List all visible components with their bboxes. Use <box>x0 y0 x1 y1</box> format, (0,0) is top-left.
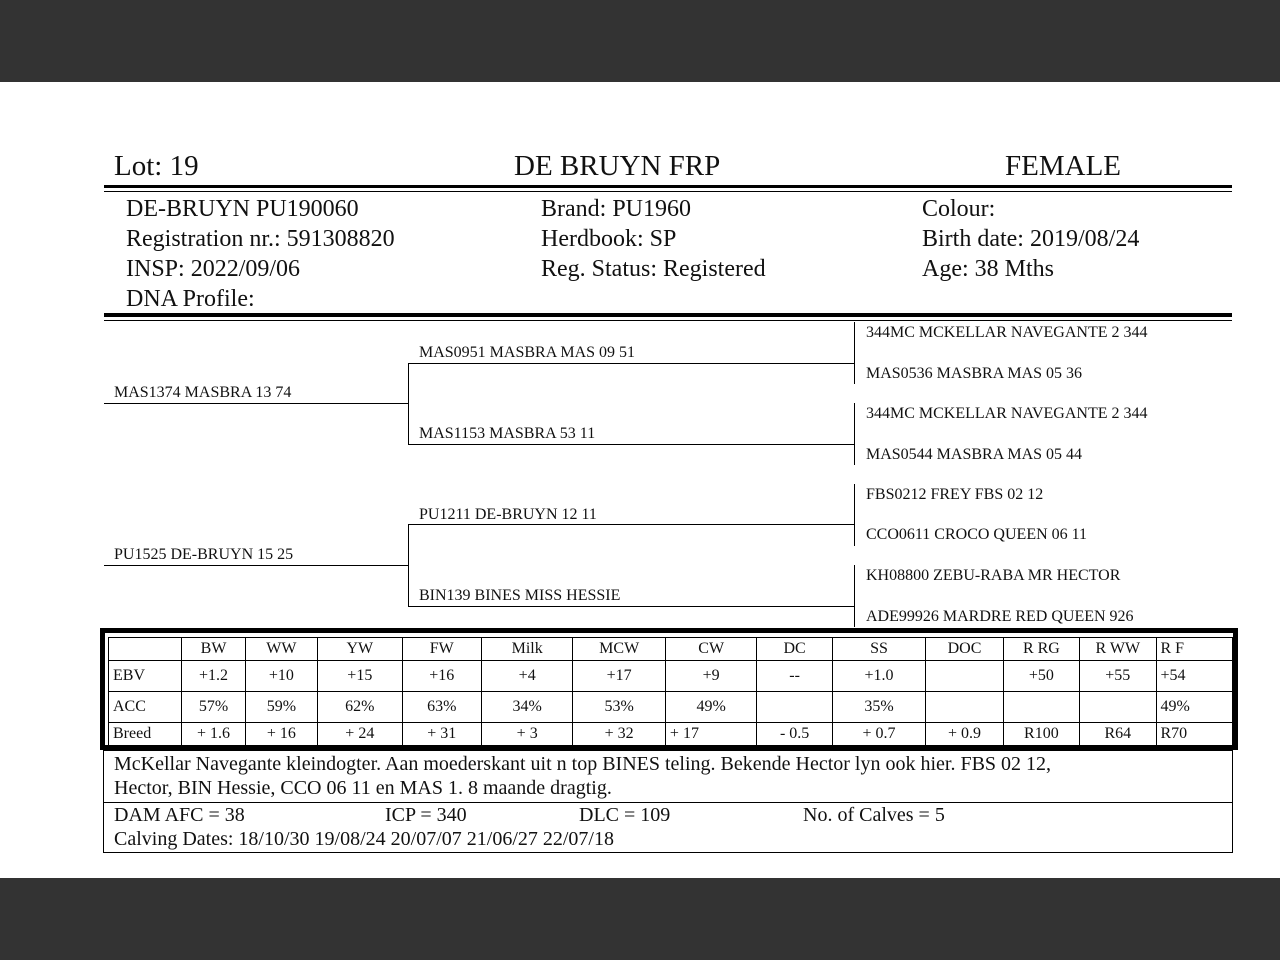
pedigree-ssd: MAS0536 MASBRA MAS 05 36 <box>866 365 1083 382</box>
col-r-f: R F <box>1156 638 1233 661</box>
col-ww: WW <box>245 638 317 661</box>
col-dc: DC <box>757 638 832 661</box>
ebv-row: EBV +1.2 +10 +15 +16 +4 +17 +9 -- +1.0 +50 +55 +54 <box>109 661 1233 692</box>
pedigree-ddd: ADE99926 MARDRE RED QUEEN 926 <box>866 608 1134 625</box>
brand: Brand: PU1960 <box>541 196 691 222</box>
performance-table <box>100 628 1238 750</box>
dam-dlc: DLC = 109 <box>579 804 671 826</box>
acc-row: ACC 57% 59% 62% 63% 34% 53% 49% 35% 49% <box>109 692 1233 723</box>
dam-icp: ICP = 340 <box>385 804 467 826</box>
dam-stats-box <box>103 802 1233 853</box>
pedigree-dam-dam: BIN139 BINES MISS HESSIE <box>419 587 621 604</box>
comment-line-1: McKellar Navegante kleindogter. Aan moederskant uit n top BINES teling. Bekende Hector lyn ook hier. FBS 02 12, <box>114 753 1052 775</box>
birth-date: Birth date: 2019/08/24 <box>922 226 1140 252</box>
header-rule-thick <box>104 185 1232 188</box>
col-yw: YW <box>318 638 402 661</box>
breeder-name: DE BRUYN FRP <box>514 150 721 182</box>
inspection-date: INSP: 2022/09/06 <box>126 256 301 282</box>
pedigree-sire: MAS1374 MASBRA 13 74 <box>114 384 292 401</box>
pedigree-dam: PU1525 DE-BRUYN 15 25 <box>114 546 294 563</box>
info-rule-thin <box>104 320 1232 321</box>
bottom-bar <box>0 878 1280 960</box>
pedigree-sss: 344MC MCKELLAR NAVEGANTE 2 344 <box>866 324 1148 341</box>
pedigree-sdd: MAS0544 MASBRA MAS 05 44 <box>866 446 1083 463</box>
pedigree-sds: 344MC MCKELLAR NAVEGANTE 2 344 <box>866 405 1148 422</box>
pedigree-sire-sire: MAS0951 MASBRA MAS 09 51 <box>419 344 636 361</box>
col-ss: SS <box>832 638 925 661</box>
registration-number: Registration nr.: 591308820 <box>126 226 395 252</box>
info-rule-thick <box>104 313 1232 317</box>
lot-number: Lot: 19 <box>114 150 199 182</box>
col-mcw: MCW <box>573 638 665 661</box>
animal-name: DE-BRUYN PU190060 <box>126 196 359 222</box>
dna-profile: DNA Profile: <box>126 286 255 312</box>
number-of-calves: No. of Calves = 5 <box>803 804 945 826</box>
sex-label: FEMALE <box>1005 150 1121 182</box>
top-bar <box>0 0 1280 82</box>
pedigree-dss: FBS0212 FREY FBS 02 12 <box>866 486 1044 503</box>
col-bw: BW <box>182 638 245 661</box>
col-cw: CW <box>665 638 756 661</box>
performance-header-row <box>109 638 1233 661</box>
col-r-rg: R RG <box>1003 638 1079 661</box>
pedigree-sire-dam: MAS1153 MASBRA 53 11 <box>419 425 596 442</box>
header-rule-thin <box>104 191 1232 192</box>
comment-line-2: Hector, BIN Hessie, CCO 06 11 en MAS 1. 8 maande dragtig. <box>114 777 612 799</box>
colour: Colour: <box>922 196 996 222</box>
breed-row: Breed + 1.6 + 16 + 24 + 31 + 3 + 32 + 17 - 0.5 + 0.7 + 0.9 R100 R64 R70 <box>109 723 1233 746</box>
comments-box <box>103 750 1233 803</box>
col-milk: Milk <box>481 638 572 661</box>
pedigree-dsd: CCO0611 CROCO QUEEN 06 11 <box>866 526 1088 543</box>
age: Age: 38 Mths <box>922 256 1054 282</box>
dam-afc: DAM AFC = 38 <box>114 804 245 826</box>
calving-dates: Calving Dates: 18/10/30 19/08/24 20/07/07 21/06/27 22/07/18 <box>114 828 614 850</box>
herdbook: Herdbook: SP <box>541 226 677 252</box>
pedigree-dds: KH08800 ZEBU-RABA MR HECTOR <box>866 567 1121 584</box>
pedigree-dam-sire: PU1211 DE-BRUYN 12 11 <box>419 506 597 523</box>
col-doc: DOC <box>926 638 1003 661</box>
col-fw: FW <box>402 638 481 661</box>
col-r-ww: R WW <box>1080 638 1156 661</box>
registration-status: Reg. Status: Registered <box>541 256 766 282</box>
